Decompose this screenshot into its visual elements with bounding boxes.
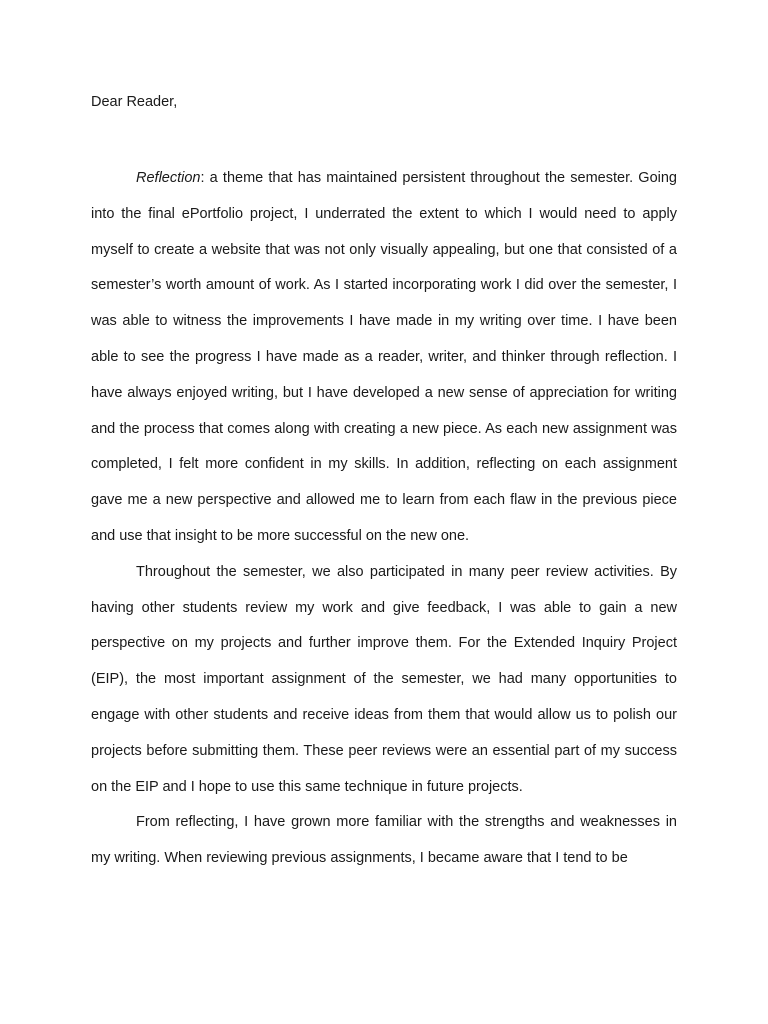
- letter-body: [91, 161, 677, 877]
- reflection-lead-word: Reflection: [136, 170, 201, 186]
- paragraph-peer-review-text: Throughout the semester, we also participated in many peer review activities. By having other students review my work and give feedback, I was able to gain a new perspective on my projects and further improve them. For the Extended Inquiry Project (EIP), the most important assignment of the semester, we had many opportunities to engage with other students and receive ideas from them that would allow us to polish our projects before submitting them. These peer reviews were an essential part of my success on the EIP and I hope to use this same technique in future projects.: [91, 563, 677, 795]
- paragraph-strengths-text: From reflecting, I have grown more familiar with the strengths and weaknesses in my writing. When reviewing previous assignments, I became aware that I tend to be: [91, 814, 677, 867]
- salutation: Dear Reader,: [91, 94, 178, 110]
- paragraph-reflection-text: : a theme that has maintained persistent throughout the semester. Going into the final ePortfolio project, I underrated the extent to which I would need to apply myself to create a website that was not only visually appealing, but one that consisted of a semester’s worth amount of work. As I started incorporating work I did over the semester, I was able to witness the improvements I have made in my writing over time. I have been able to see the progress I have made as a reader, writer, and thinker through reflection. I have always enjoyed writing, but I have developed a new sense of appreciation for writing and the process that comes along with creating a new piece. As each new assignment was completed, I felt more confident in my skills. In addition, reflecting on each assignment gave me a new perspective and allowed me to learn from each flaw in the previous piece and use that insight to be more successful on the new one.: [91, 170, 677, 544]
- paragraph-strengths: [91, 805, 677, 877]
- paragraph-peer-review: [91, 555, 677, 806]
- paragraph-reflection: [91, 161, 677, 555]
